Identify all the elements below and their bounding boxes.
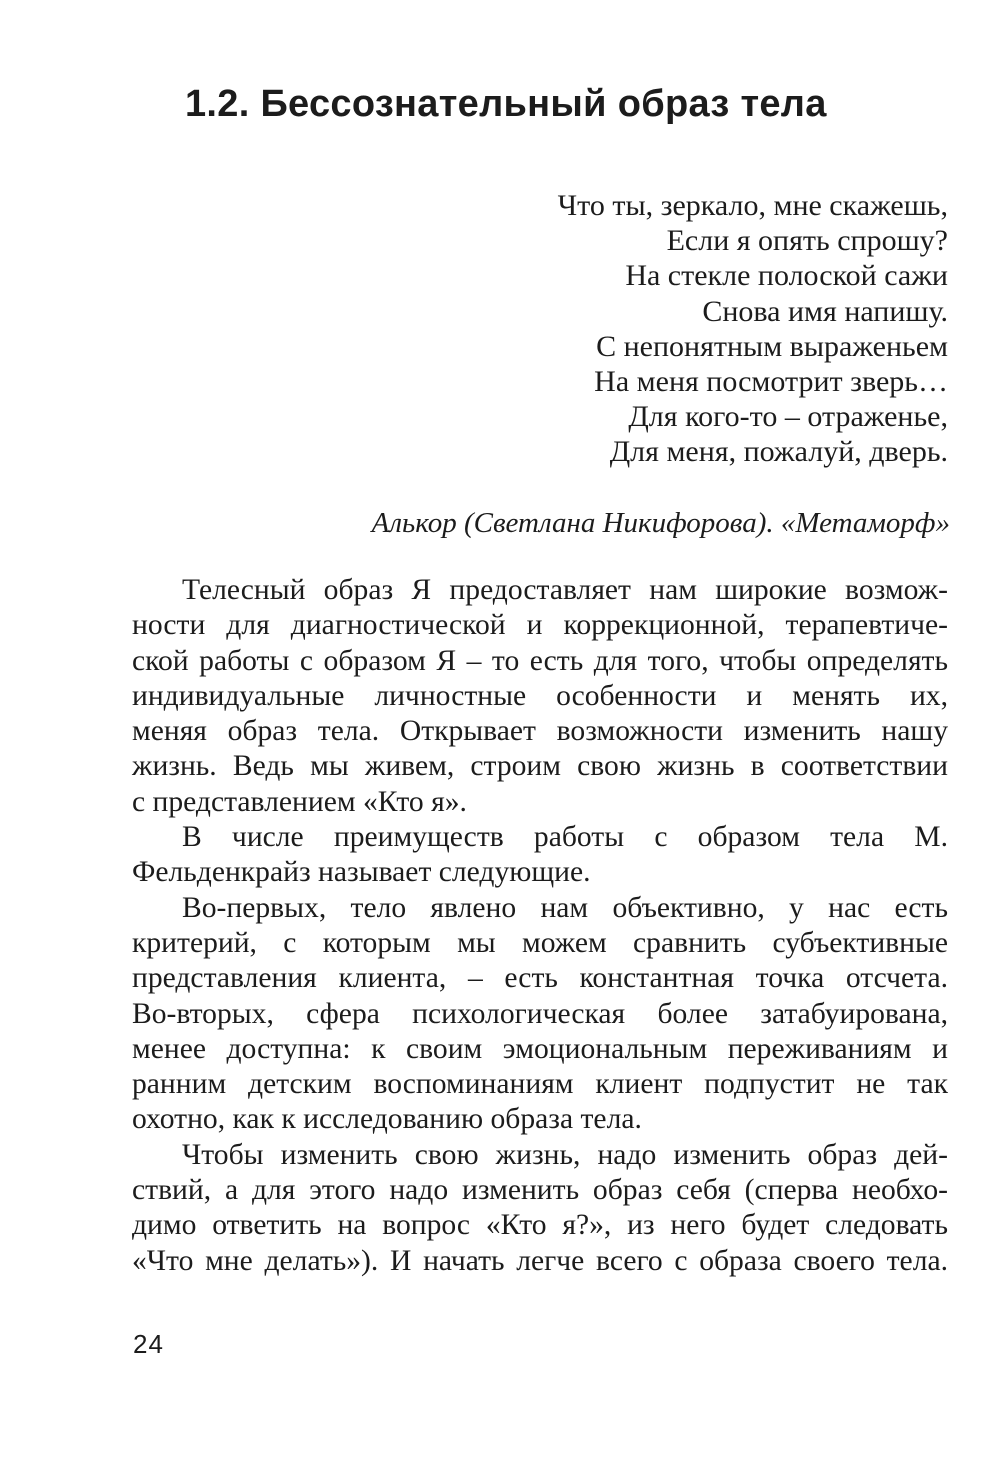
paragraph-line: Фельденкрайз называет следующие.: [132, 856, 591, 889]
paragraph-line: димо ответить на вопрос «Кто я?», из него будет следовать: [132, 1209, 948, 1242]
paragraph-line: ствий, а для этого надо изменить образ себя (сперва необхо-: [132, 1174, 948, 1207]
poem-line: Для кого-то – отраженье,: [628, 400, 948, 434]
paragraph-line: охотно, как к исследованию образа тела.: [132, 1103, 642, 1136]
epigraph-attribution: Алькор (Светлана Никифорова). «Метаморф»: [371, 507, 950, 539]
poem-line: С непонятным выраженьем: [596, 329, 948, 363]
page-number: 24: [133, 1329, 164, 1359]
paragraph-line: «Что мне делать»). И начать легче всего с образа своего тела.: [132, 1244, 948, 1277]
paragraph-line: индивидуальные личностные особенности и менять их,: [132, 679, 948, 712]
poem-line: Что ты, зеркало, мне скажешь,: [557, 189, 948, 222]
paragraph-line: ской работы с образом Я – то есть для того, чтобы определять: [132, 644, 948, 677]
paragraph-line: представления клиента, – есть константная точка отсчета.: [132, 962, 948, 995]
poem-line: На стекле полоской сажи: [625, 259, 948, 293]
section-heading: 1.2. Бессознательный образ тела: [185, 83, 827, 125]
epigraph-poem: [558, 188, 948, 470]
paragraph-line: Во-первых, тело явлено нам объективно, у нас есть: [182, 891, 948, 924]
paragraph-line: ности для диагностической и коррекционной, терапевтиче-: [132, 609, 948, 642]
paragraph-line: ранним детским воспоминаниям клиент подпустит не так: [132, 1068, 948, 1101]
poem-line: Если я опять спрошу?: [666, 224, 948, 258]
paragraph-line: В числе преимуществ работы с образом тела М.: [182, 821, 948, 854]
paragraph-line: меняя образ тела. Открывает возможности изменить нашу: [132, 715, 948, 748]
paragraph-line: Чтобы изменить свою жизнь, надо изменить образ дей-: [182, 1138, 948, 1171]
paragraph-line: менее доступна: к своим эмоциональным переживаниям и: [132, 1032, 948, 1065]
paragraph-line: жизнь. Ведь мы живем, строим свою жизнь в соответствии: [132, 750, 948, 783]
body-text: [132, 573, 948, 1279]
poem-line: Снова имя напишу.: [702, 294, 948, 328]
poem-line: На меня посмотрит зверь…: [594, 365, 948, 399]
paragraph-line: с представлением «Кто я».: [132, 785, 467, 818]
paragraph-line: Телесный образ Я предоставляет нам широкие возмож-: [182, 574, 948, 606]
paragraph-line: Во-вторых, сфера психологическая более затабуирована,: [132, 997, 948, 1030]
paragraph-line: критерий, с которым мы можем сравнить субъективные: [132, 926, 948, 959]
poem-line: Для меня, пожалуй, дверь.: [609, 435, 948, 469]
